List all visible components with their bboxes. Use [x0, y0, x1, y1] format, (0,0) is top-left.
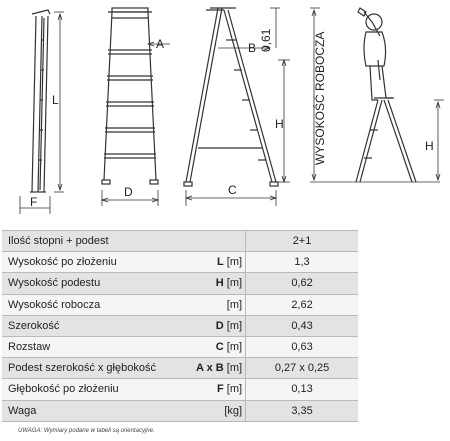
table-row	[2, 273, 358, 294]
spec-symbol: [m]	[196, 294, 246, 315]
spec-label: Rozstaw	[2, 336, 196, 357]
spec-symbol: C [m]	[196, 336, 246, 357]
spec-symbol: A x B [m]	[196, 358, 246, 379]
spec-label: Szerokość	[2, 315, 196, 336]
dim-label-f: F	[30, 195, 38, 209]
spec-value: 0,13	[246, 379, 358, 400]
dim-label-c: C	[228, 183, 237, 197]
dim-label-b: B	[248, 41, 257, 55]
ladder-open-side-view	[184, 8, 290, 206]
dim-label-h-podest: H	[275, 117, 284, 131]
spec-label: Wysokość robocza	[2, 294, 196, 315]
dim-label-061: 0,61	[259, 28, 273, 52]
spec-symbol: D [m]	[196, 315, 246, 336]
spec-symbol: L [m]	[196, 252, 246, 273]
spec-value: 2,62	[246, 294, 358, 315]
spec-symbol: F [m]	[196, 379, 246, 400]
spec-value: 0,63	[246, 336, 358, 357]
spec-label: Waga	[2, 400, 196, 421]
spec-value: 2+1	[246, 231, 358, 252]
table-row	[2, 294, 358, 315]
spec-label: Podest szerokość x głębokość	[2, 358, 196, 379]
spec-symbol: H [m]	[196, 273, 246, 294]
table-row	[2, 379, 358, 400]
person-on-ladder-illustration	[310, 8, 444, 182]
spec-value: 0,27 x 0,25	[246, 358, 358, 379]
spec-value: 1,3	[246, 252, 358, 273]
spec-value: 0,43	[246, 315, 358, 336]
dim-label-h-person: H	[425, 139, 434, 153]
spec-label: Wysokość podestu	[2, 273, 196, 294]
spec-label: Ilość stopni + podest	[2, 231, 196, 252]
table-row	[2, 400, 358, 421]
table-row	[2, 336, 358, 357]
specification-table	[2, 230, 358, 422]
spec-label: Wysokość po złożeniu	[2, 252, 196, 273]
table-row	[2, 358, 358, 379]
spec-symbol	[196, 231, 246, 252]
folded-ladder-side-view	[20, 10, 64, 214]
dim-label-wysokosc-robocza: WYSOKOŚĆ ROBOCZA	[313, 31, 327, 165]
dim-label-d: D	[124, 185, 133, 199]
dimensions-note: UWAGA: Wymiary podane w tabeli są orientacyjne.	[18, 428, 155, 434]
spec-value: 0,62	[246, 273, 358, 294]
dim-label-a: A	[156, 37, 165, 51]
table-row	[2, 231, 358, 252]
table-row	[2, 252, 358, 273]
dim-label-l: L	[52, 93, 59, 107]
spec-symbol: [kg]	[196, 400, 246, 421]
spec-value: 3,35	[246, 400, 358, 421]
spec-label: Głębokość po złożeniu	[2, 379, 196, 400]
table-row	[2, 315, 358, 336]
